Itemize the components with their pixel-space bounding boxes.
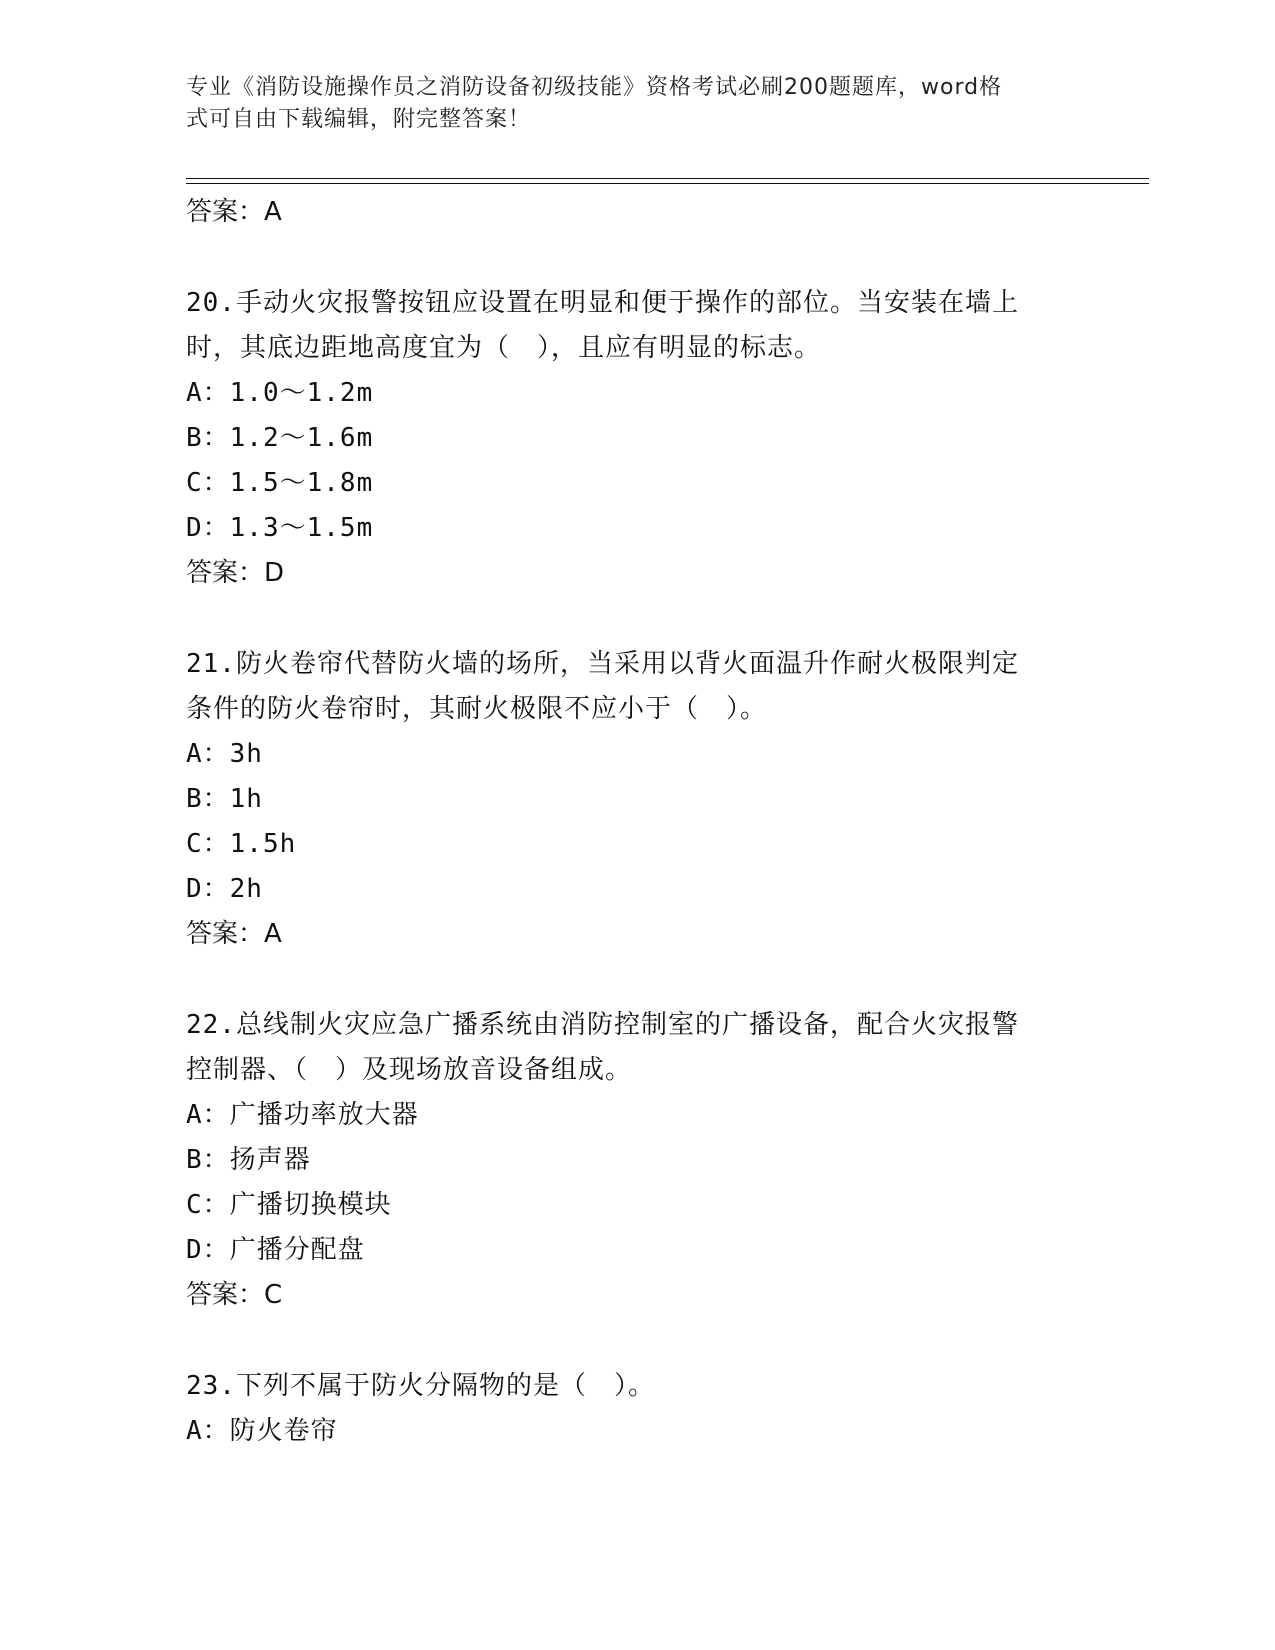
header-line-1: 专业《消防设施操作员之消防设备初级技能》资格考试必刷200题题库，word格 <box>186 75 1003 100</box>
question-21-line-2: 条件的防火卷帘时，其耐火极限不应小于（ ）。 <box>186 694 768 724</box>
question-20-option-b: B：1.2～1.6m <box>186 423 374 453</box>
header-line-2: 式可自由下载编辑，附完整答案！ <box>186 107 532 132</box>
answer-previous: 答案：A <box>186 197 282 227</box>
question-20-stem <box>186 281 1086 371</box>
question-21-stem <box>186 642 1086 732</box>
question-22-line-1: 22.总线制火灾应急广播系统由消防控制室的广播设备，配合火灾报警 <box>186 1010 1019 1040</box>
question-23-option-a: A：防火卷帘 <box>186 1416 338 1446</box>
question-21-option-c: C：1.5h <box>186 829 297 859</box>
question-22-option-d: D：广播分配盘 <box>186 1235 365 1265</box>
question-20-line-1: 20.手动火灾报警按钮应设置在明显和便于操作的部位。当安装在墙上 <box>186 288 1019 318</box>
question-22-stem <box>186 1003 1086 1093</box>
question-21-line-1: 21.防火卷帘代替防火墙的场所，当采用以背火面温升作耐火极限判定 <box>186 649 1019 679</box>
question-21-answer: 答案：A <box>186 919 282 949</box>
question-20-answer: 答案：D <box>186 558 285 588</box>
question-22-option-b: B：扬声器 <box>186 1145 311 1175</box>
question-22-line-2: 控制器、（ ）及现场放音设备组成。 <box>186 1055 633 1085</box>
question-20-option-d: D：1.3～1.5m <box>186 513 374 543</box>
question-20-option-a: A：1.0～1.2m <box>186 378 374 408</box>
question-20-option-c: C：1.5～1.8m <box>186 468 374 498</box>
question-22-option-a: A：广播功率放大器 <box>186 1100 419 1130</box>
question-22-option-c: C：广播切换模块 <box>186 1190 392 1220</box>
question-21-option-b: B：1h <box>186 784 263 814</box>
question-22-answer: 答案：C <box>186 1280 283 1310</box>
question-list <box>186 190 1086 1454</box>
question-21-option-a: A：3h <box>186 739 263 769</box>
header-divider-bottom <box>186 183 1149 184</box>
question-21-option-d: D：2h <box>186 874 263 904</box>
header-divider-top <box>186 178 1149 179</box>
question-23-line-1: 23.下列不属于防火分隔物的是（ ）。 <box>186 1371 655 1401</box>
page-header <box>186 72 1066 136</box>
question-23-stem <box>186 1364 1086 1409</box>
question-20-line-2: 时，其底边距地高度宜为（ ），且应有明显的标志。 <box>186 333 822 363</box>
